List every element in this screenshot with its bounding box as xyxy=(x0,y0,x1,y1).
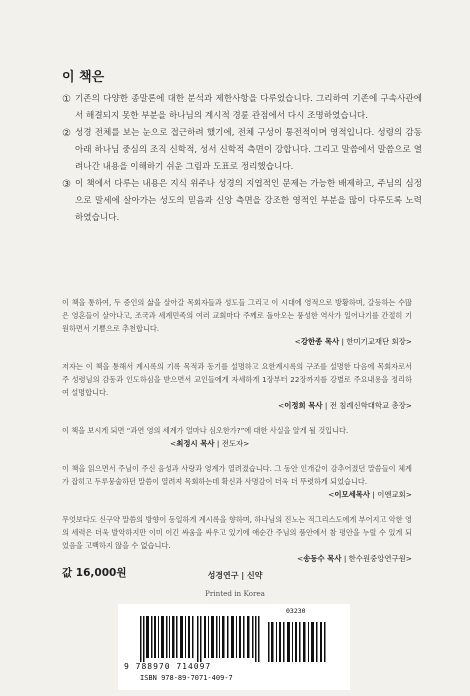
recommendation-signature: <이모세목사 | 이엔교회> xyxy=(328,490,412,499)
barcode-addon-bars xyxy=(268,616,328,662)
printed-in-label: Printed in Korea xyxy=(205,589,265,598)
isbn-barcode xyxy=(118,604,350,690)
intro-item xyxy=(62,125,422,176)
recommendations-section xyxy=(62,296,412,577)
recommendation-signature: <송동수 목사 | 한수원중앙연구원> xyxy=(296,554,412,563)
recommender-affiliation: 전 침례신학대학교 총장 xyxy=(329,401,406,410)
intro-item-text: 기존의 다양한 종말론에 대한 분석과 제한사항을 다루었습니다. 그리하여 기존에 구속사관에서 해결되지 못한 부분을 하나님의 계시적 경륜 관점에서 다시 조명하였습니다. xyxy=(75,94,422,121)
recommender-name: 송동수 목사 xyxy=(303,554,342,563)
price-label: 값 16,000원 xyxy=(62,567,127,579)
recommender-affiliation: 한미기교재단 회장 xyxy=(346,337,406,346)
recommender-name: 이정희 목사 xyxy=(284,401,323,410)
recommender-name: 이모세목사 xyxy=(334,490,371,499)
recommendation-signature: <이정희 목사 | 전 침례신학대학교 총장> xyxy=(278,401,412,410)
recommender-affiliation: 한수원중앙연구원 xyxy=(348,554,406,563)
recommendation xyxy=(62,360,412,412)
intro-heading: 이 책은 xyxy=(62,70,105,85)
recommender-name: 강한종 목사 xyxy=(300,337,340,346)
isbn-number: ISBN 978-89-7071-409-7 xyxy=(140,674,233,682)
barcode-addon-number: 03230 xyxy=(286,607,306,615)
intro-item xyxy=(62,91,422,125)
recommendation-text: 이 책을 통하여, 두 증인의 삶을 살아갈 목회자들과 성도들 그리고 이 시대에 영적으로 방황하며, 갈등하는 수많은 영혼들이 살아나고, 조국과 세계민족의 여러 교회마다 주께로 돌아오는 풍성한 역사가 일어나기를 간절히 기원하면서 기쁨으로 추천합니다. xyxy=(62,298,412,333)
intro-item-text: 성경 전체를 보는 눈으로 접근하려 했기에, 전체 구성이 통전적이며 영적입니다. 성령의 감동 아래 하나님 중심의 조직 신학적, 성서 신학적 측면이 강합니다. 그리고 말씀에서 말씀으로 열려나간 내용을 이해하기 쉬운 그림과 도표로 정리했습니다. xyxy=(75,128,422,172)
recommendation-text: 이 책을 보시게 되면 “과연 영의 세계가 얼마나 심오한가?”에 대한 사실을 알게 될 것입니다. xyxy=(62,426,349,435)
recommender-affiliation: 전도자 xyxy=(221,439,244,448)
recommendation xyxy=(62,296,412,348)
recommender-affiliation: 이엔교회 xyxy=(377,490,406,499)
recommendation-text: 무엇보다도 신구약 말씀의 방향이 동일하게 계시록을 향하며, 하나님의 진노는 적그리스도에게 부어지고 악한 영의 세력은 더욱 발악하지만 이미 이긴 싸움을 싸우고 있기에 애순간 주님의 품안에서 참 평안을 누릴 수 있게 되었음을 고백하지 않을 수 없습니다. xyxy=(62,515,412,550)
recommendation xyxy=(62,424,412,450)
barcode-main-bars xyxy=(140,616,260,662)
series-label: 성경연구 | 신약 xyxy=(207,571,263,580)
recommendation-text: 이 책을 읽으면서 주님이 주신 음성과 사랑과 영계가 열려졌습니다. 그 동안 인개같이 감추어졌던 말씀들이 체계가 잡히고 두루뭉술하던 말씀이 열려져 목회하는데 확신과 사명감이 더욱 더 뚜렷하게 되었습니다. xyxy=(62,464,412,486)
intro-item-number: ① xyxy=(62,94,71,105)
recommendation-signature: <최정시 목사 | 전도자> xyxy=(170,439,250,448)
recommendation-signature: <강한종 목사 | 한미기교재단 회장> xyxy=(294,337,412,346)
recommendation xyxy=(62,513,412,565)
barcode-digits: 9 788970 714097 xyxy=(124,662,212,671)
recommendation-text: 저자는 이 책을 통해서 계시록의 기록 목적과 동기를 설명하고 요한계시록의 구조를 설명한 다음에 목회자로서 주 성령님의 감동과 인도하심을 받으면서 교인들에게 자세하게 1장부터 22장까지를 강별로 주요내용을 정리하여 설명합니다. xyxy=(62,362,412,397)
intro-item-text: 이 책에서 다루는 내용은 지식 위주나 성경의 지엽적인 문제는 가능한 배제하고, 주님의 심정으로 말세에 살아가는 성도의 믿음과 신앙 측면을 강조한 영적인 부분을 많이 다루도록 노력하였습니다. xyxy=(75,179,422,223)
intro-item-number: ② xyxy=(62,128,71,139)
intro-item xyxy=(62,176,422,227)
intro-item-number: ③ xyxy=(62,179,71,190)
recommendation xyxy=(62,462,412,501)
intro-section xyxy=(62,66,422,227)
recommender-name: 최정시 목사 xyxy=(176,439,215,448)
